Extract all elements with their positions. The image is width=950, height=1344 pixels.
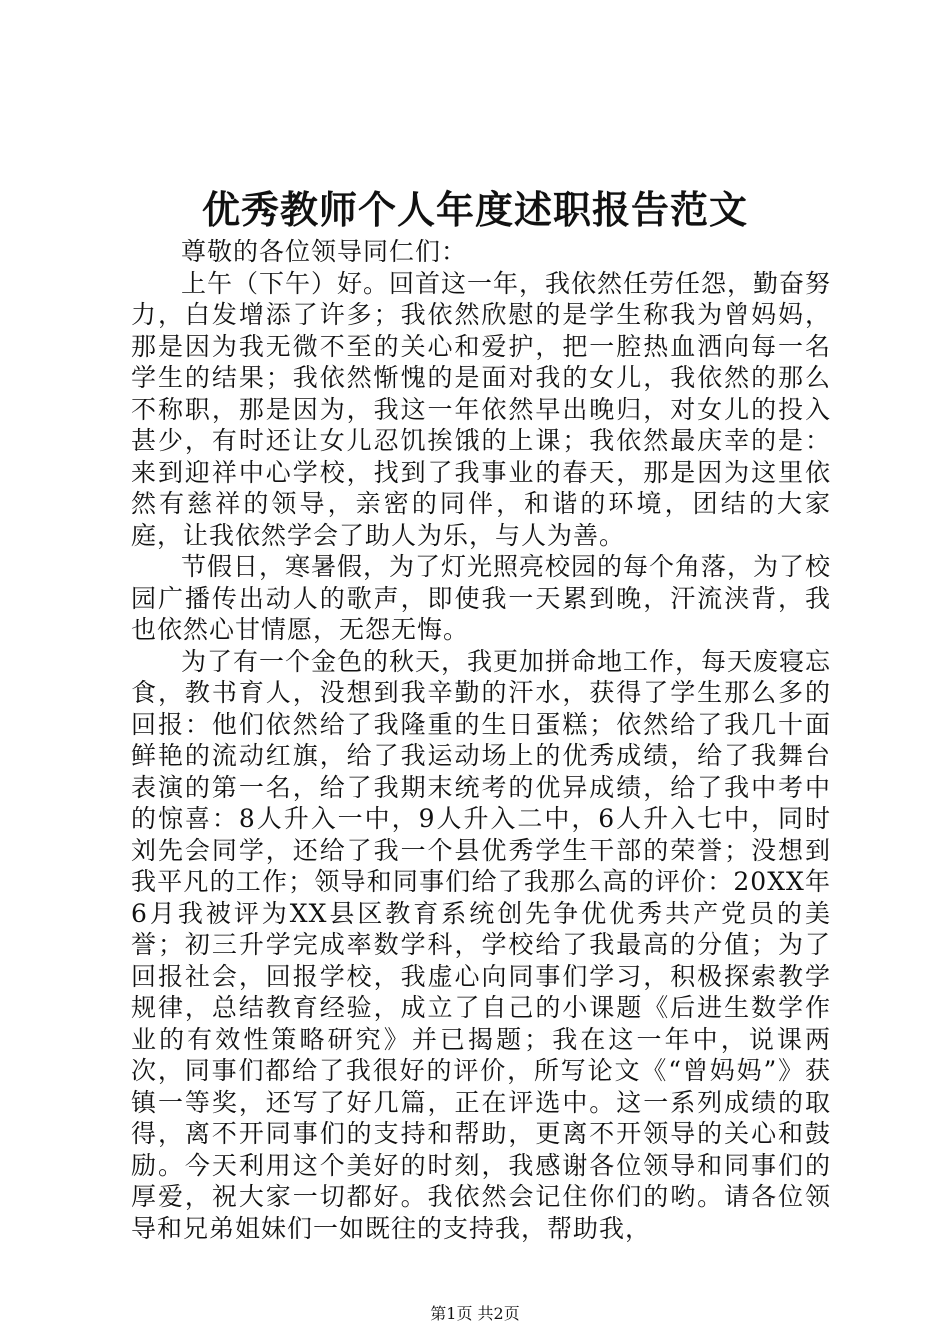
paragraph-2: 节假日，寒暑假，为了灯光照亮校园的每个角落，为了校园广播传出动人的歌声，即使我一天累到晚，汗流浃背，我也依然心甘情愿，无怨无悔。	[131, 552, 832, 644]
document-title: 优秀教师个人年度述职报告范文	[201, 187, 748, 232]
document-body	[131, 236, 831, 1244]
salutation: 尊敬的各位领导同仁们：	[181, 237, 468, 266]
page-footer: 第1页 共2页	[430, 1304, 520, 1323]
paragraph-1: 上午（下午）好。回首这一年，我依然任劳任怨，勤奋努力，白发增添了许多；我依然欣慰的是学生称我为曾妈妈，那是因为我无微不至的关心和爱护，把一腔热血洒向每一名学生的结果；我依然惭愧的是面对我的女儿，我依然的那么不称职，那是因为，我这一年依然早出晚归，对女儿的投入甚少，有时还让女儿忍饥挨饿的上课；我依然最庆幸的是：来到迎祥中心学校，找到了我事业的春天，那是因为这里依然有慈祥的领导，亲密的同伴，和谐的环境，团结的大家庭，让我依然学会了助人为乐，与人为善。	[131, 268, 832, 550]
paragraph-3: 为了有一个金色的秋天，我更加拼命地工作，每天废寝忘食，教书育人，没想到我辛勤的汗水，获得了学生那么多的回报：他们依然给了我隆重的生日蛋糕；依然给了我几十面鲜艳的流动红旗，给了我运动场上的优秀成绩，给了我舞台表演的第一名，给了我期末统考的优异成绩，给了我中考中的惊喜：8人升入一中，9人升入二中，6人升入七中，同时刘先会同学，还给了我一个县优秀学生干部的荣誉；没想到我平凡的工作；领导和同事们给了我那么高的评价：20XX年6月我被评为XX县区教育系统创先争优优秀共产党员的美誉；初三升学完成率数学科，学校给了我最高的分值；为了回报社会，回报学校，我虚心向同事们学习，积极探索教学规律，总结教育经验，成立了自己的小课题《后进生数学作业的有效性策略研究》并已揭题；我在这一年中，说课两次，同事们都给了我很好的评价，所写论文《“曾妈妈”》获镇一等奖，还写了好几篇，正在评选中。这一系列成绩的取得，离不开同事们的支持和帮助，更离不开领导的关心和鼓励。今天利用这个美好的时刻，我感谢各位领导和同事们的厚爱，祝大家一切都好。我依然会记住你们的哟。请各位领导和兄弟姐妹们一如既往的支持我，帮助我，	[131, 646, 832, 1243]
